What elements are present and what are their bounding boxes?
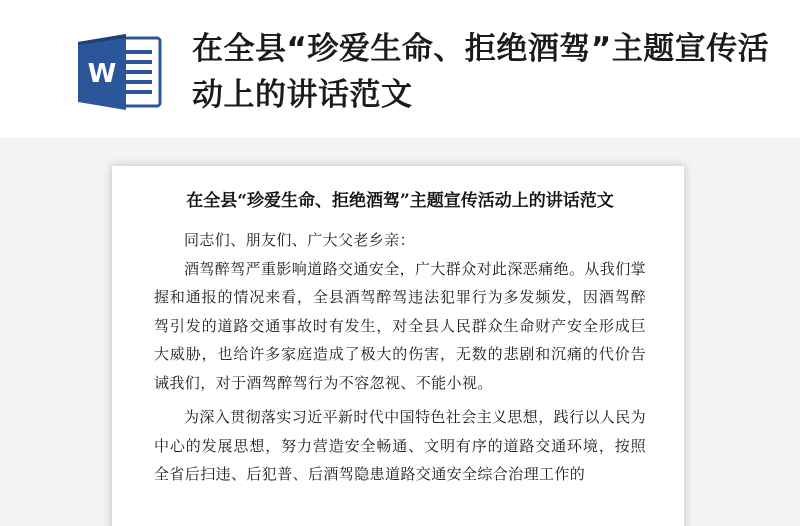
document-title: 在全县“珍爱生命、拒绝酒驾”主题宣传活动上的讲话范文: [186, 191, 614, 211]
word-icon-letter: W: [87, 59, 117, 89]
header-banner: [0, 0, 800, 138]
page-title: 在全县“珍爱生命、拒绝酒驾”主题宣传活动上的讲话范文: [192, 31, 770, 113]
document-paragraph: 为深入贯彻落实习近平新时代中国特色社会主义思想，践行以人民为中心的发展思想，努力营造安全畅通、文明有序的道路交通环境，按照全省后扫违、后犯普、后酒驾隐患道路交通安全综合治理工作的: [154, 408, 647, 483]
document-salutation: 同志们、朋友们、广大父老乡亲：: [184, 231, 416, 249]
document-page: [112, 166, 684, 526]
document-paragraph: 酒驾醉驾严重影响道路交通安全，广大群众对此深恶痛绝。从我们掌握和通报的情况来看，全县酒驾醉驾违法犯罪行为多发频发，因酒驾醉驾引发的道路交通事故时有发生，对全县人民群众生命财产安全形成巨大威胁，也给许多家庭造成了极大的伤害，无数的悲剧和沉痛的代价告诫我们，对于酒驾醉驾行为不容忽视、不能小视。: [154, 259, 647, 392]
word-document-icon: [76, 32, 164, 112]
